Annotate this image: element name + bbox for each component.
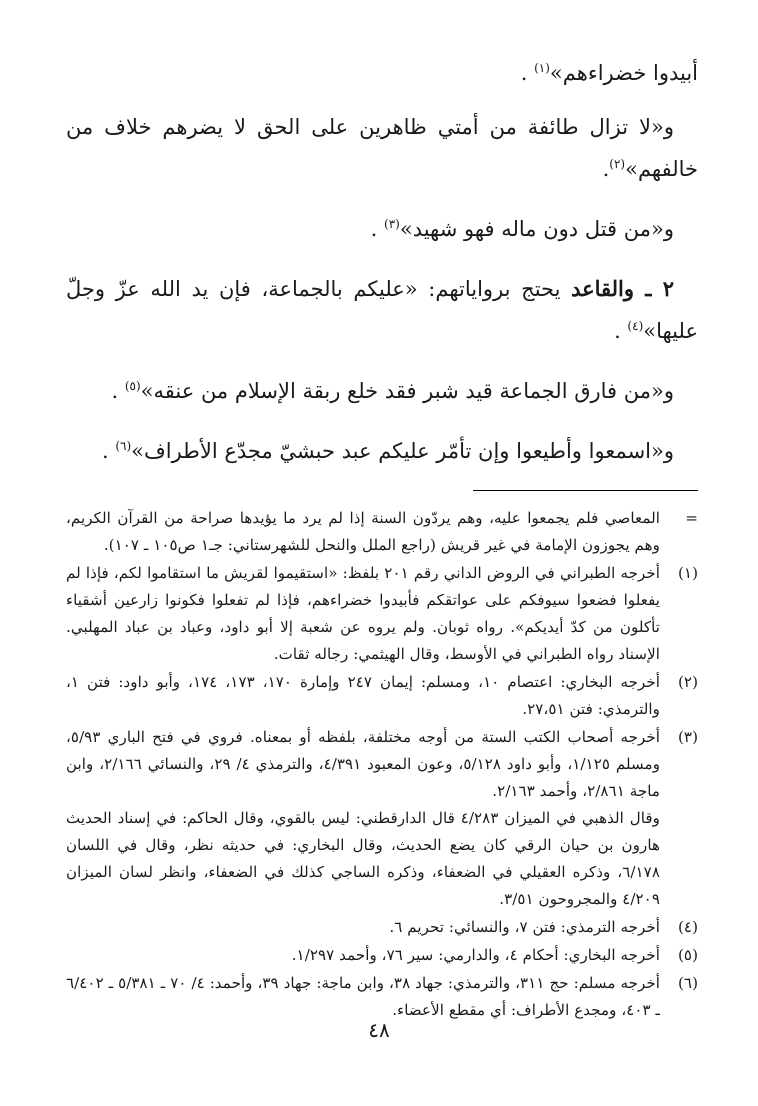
footnote-ref-1[interactable]: (١) [534, 61, 550, 75]
footnotes [66, 505, 698, 1024]
footnote-text: المعاصي فلم يجمعوا عليه، وهم يردّون السنة إذا لم يرد ما يؤيدها صراحة من القرآن الكريم، وهم يجوزون الإمامة في غير قريش (راجع الملل والنحل للشهرستاني: جـ١ ص١٠٥ ـ ١٠٧). [66, 509, 660, 554]
footnote-ref-3[interactable]: (٣) [384, 217, 400, 231]
page-number: ٤٨ [368, 1018, 390, 1042]
paragraph-4 [66, 268, 698, 352]
paragraph-end: . [111, 379, 125, 403]
paragraph-6 [66, 430, 698, 472]
page [66, 52, 698, 1025]
footnote-mark: (٢) [677, 673, 698, 691]
paragraph-5 [66, 370, 698, 412]
paragraph-end: . [520, 61, 535, 85]
footnote-text: أخرجه الترمذي: فتن ٧، والنسائي: تحريم ٦. [389, 918, 660, 936]
main-text [66, 52, 698, 472]
footnote-ref-5[interactable]: (٥) [124, 379, 141, 393]
footnote-ref-6[interactable]: (٦) [115, 439, 132, 453]
footnote-text: أخرجه الطبراني في الروض الداني رقم ٢٠١ بلفظ: «استقيموا لقريش ما استقاموا لكم، فإذا لم يفعلوا فضعوا سيوفكم على عواتقكم فأبيدوا خضراءهم، فإذا لم تفعلوا فكونوا زارعين أشقياء تأكلون من كدّ أيديكم». رواه ثوبان. ولم يروه عن شعبة إلا أبو داود، وعباد بن عباد المهلبي. الإسناد رواه الطبراني في الأوسط، وقال الهيثمي: رجاله ثقات. [66, 564, 660, 663]
footnote-2 [66, 669, 698, 723]
footnote-3 [66, 724, 698, 913]
footnote-ref-2[interactable]: (٢) [609, 157, 626, 171]
paragraph-text: يحتج برواياتهم: «عليكم بالجماعة، فإن يد الله عزّ وجلّ عليها» [66, 277, 698, 343]
paragraph-end: . [370, 217, 385, 241]
paragraph-1 [66, 52, 698, 94]
footnote-ref-4[interactable]: (٤) [627, 319, 644, 333]
footnote-text: أخرجه البخاري: اعتصام ١٠، ومسلم: إيمان ٢٤٧ وإمارة ١٧٠، ١٧٣، ١٧٤، وأبو داود: فتن ١، والترمذي: فتن ٢٧،٥١. [66, 673, 660, 718]
footnote-4 [66, 914, 698, 941]
footnote-text: أخرجه البخاري: أحكام ٤، والدارمي: سير ٧٦، وأحمد ١/٢٩٧. [291, 946, 660, 964]
footnote-mark: (٣) [677, 728, 698, 746]
footnote-separator [473, 490, 698, 491]
footnote-continuation [66, 505, 698, 559]
section-heading: ٢ ـ والقاعد [571, 276, 674, 301]
footnote-1 [66, 560, 698, 668]
footnote-mark: (٦) [677, 974, 698, 992]
footnote-mark: (٤) [677, 918, 698, 936]
paragraph-end: . [602, 157, 610, 181]
paragraph-text: و«لا تزال طائفة من أمتي ظاهرين على الحق لا يضرهم خلاف من خالفهم» [66, 115, 698, 181]
paragraph-text: أبيدوا خضراءهم» [549, 61, 698, 85]
footnote-5 [66, 942, 698, 969]
paragraph-text: و«اسمعوا وأطيعوا وإن تأمّر عليكم عبد حبشيّ مجدّع الأطراف» [131, 439, 674, 463]
footnote-mark: (١) [677, 564, 698, 582]
footnote-6 [66, 970, 698, 1024]
footnote-mark: (٥) [677, 946, 698, 964]
footnote-text: أخرجه أصحاب الكتب الستة من أوجه مختلفة، بلفظه أو بمعناه. فروي في فتح الباري ٥/٩٣، ومسلم ١/١٢٥، وأبو داود ٥/١٢٨، وعون المعبود ٤/٣٩١، والترمذي ٤/ ٢٩، والنسائي ٢/١٦٦، وابن ماجة ٢/٨٦١، وأحمد ٢/١٦٣. [66, 728, 661, 800]
paragraph-2 [66, 106, 698, 190]
paragraph-end: . [101, 439, 116, 463]
footnote-mark: = [685, 509, 698, 527]
paragraph-3 [66, 208, 698, 250]
footnote-text: أخرجه مسلم: حج ٣١١، والترمذي: جهاد ٣٨، وابن ماجة: جهاد ٣٩، وأحمد: ٤/ ٧٠ ـ ٥/٣٨١ ـ ٦/٤٠٢ ـ ٤٠٣، ومجدع الأطراف: أي مقطع الأعضاء. [66, 974, 660, 1019]
paragraph-text: و«من فارق الجماعة قيد شبر فقد خلع ربقة الإسلام من عنقه» [140, 379, 674, 403]
footnote-text: وقال الذهبي في الميزان ٤/٢٨٣ قال الدارقطني: ليس بالقوي، وقال الحاكم: في إسناد الحديث هارون بن حيان الرقي كان يضع الحديث، وقال البخاري: في حديثه نظر، وقال في اللسان ٦/١٧٨، وذكره العقيلي في الضعفاء، وذكره الساجي كذلك في الضعفاء، وانظر لسان الميزان ٤/٢٠٩ والمجروحون ٣/٥١. [66, 809, 660, 908]
paragraph-end: . [614, 319, 628, 343]
paragraph-text: و«من قتل دون ماله فهو شهيد» [399, 217, 674, 241]
